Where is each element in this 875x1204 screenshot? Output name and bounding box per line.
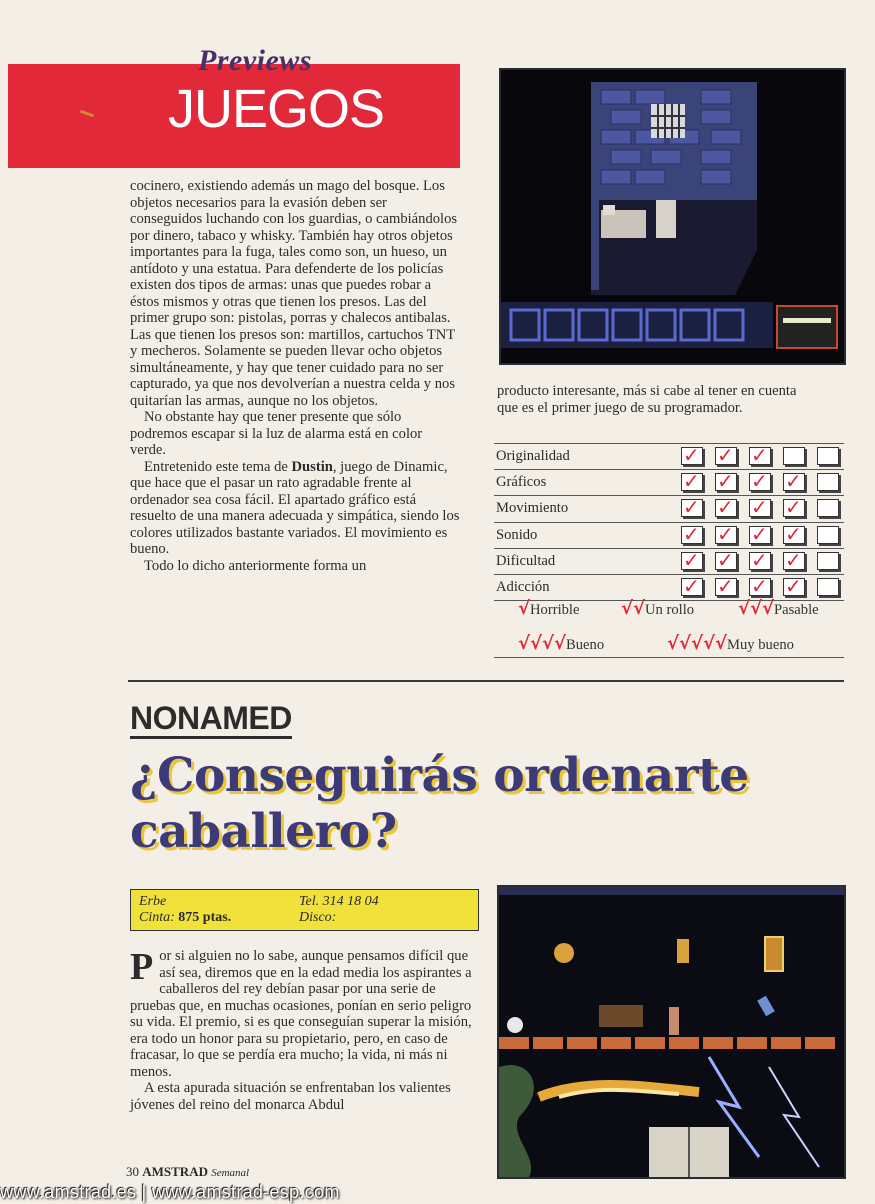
rating-label: Gráficos [496, 474, 547, 491]
rating-box-checked [715, 447, 737, 465]
rating-row [494, 522, 844, 548]
legend-pasable: √√√Pasable [738, 598, 819, 619]
rating-box-empty [817, 552, 839, 570]
game-screenshot-nonamed [497, 885, 846, 1179]
legend-un-rollo: √√Un rollo [621, 598, 695, 619]
previews-label: Previews [198, 44, 312, 77]
article-divider [128, 680, 844, 682]
rating-table [494, 443, 844, 601]
rating-boxes [681, 499, 839, 517]
rating-label: Movimiento [496, 500, 569, 517]
rating-box-checked [681, 447, 703, 465]
dropcap: P [130, 946, 154, 988]
article2-paragraph: Por si alguien no lo sabe, aunque pensamos difícil que así sea, diremos que en la edad media los aspirantes a caballeros del rey debían pasar por una serie de pruebas que, en muchas ocasiones, ponían en serio peligro su vida. El premio, si es que conseguían superar la misión, era todo un honor para su propietario, pero, en caso de fracasar, lo que se perdía era mucho; la vida, ni más ni menos. [130, 946, 472, 1080]
rating-box-checked [749, 499, 771, 517]
rating-box-checked [749, 473, 771, 491]
article1-continuation: producto interesante, más si cabe al tener en cuenta que es el primer juego de su programador. [497, 383, 797, 416]
watermark: www.amstrad.es | www.amstrad-esp.com [0, 1182, 340, 1202]
game-screenshot-dustin [499, 68, 846, 365]
article1-body [130, 178, 460, 574]
disco-price: Disco: [299, 910, 337, 925]
rating-boxes [681, 473, 839, 491]
rating-box-checked [715, 526, 737, 544]
rating-box-checked [715, 552, 737, 570]
rating-box-checked [715, 499, 737, 517]
magazine-subtitle: Semanal [211, 1167, 250, 1179]
rating-boxes [681, 578, 839, 596]
page-number: 30 [126, 1164, 139, 1179]
rating-box-empty [817, 578, 839, 596]
rating-box-checked [681, 473, 703, 491]
rating-box-checked [783, 526, 805, 544]
rating-box-checked [715, 578, 737, 596]
article2-headline: ¿Conseguirás ordenarte caballero? [130, 748, 749, 859]
rating-box-empty [783, 447, 805, 465]
rating-label: Originalidad [496, 448, 570, 464]
magazine-name: AMSTRAD [142, 1164, 208, 1179]
rating-box-empty [817, 447, 839, 465]
rating-box-checked [749, 578, 771, 596]
rating-row [494, 469, 844, 495]
article2-paragraph: A esta apurada situación se enfrentaban los valientes jóvenes del reino del monarca Abdul [130, 1080, 451, 1113]
game-info-box [130, 889, 479, 931]
rating-label: Adicción [496, 578, 550, 595]
rating-box-checked [749, 552, 771, 570]
rating-boxes [681, 526, 839, 544]
legend-bueno: √√√√Bueno [518, 633, 605, 654]
rating-box-checked [681, 499, 703, 517]
rating-row [494, 548, 844, 574]
article1-paragraph: Entretenido este tema de Dustin, juego de Dinamic, que hace que el pasar un rato agradable frente al ordenador sea cosa fácil. El apartado gráfico está resuelto de una manera adecuada y simpática, siendo los colores utilizados bastante variados. El movimiento es bueno. [130, 458, 460, 557]
article2-body [130, 948, 472, 1113]
legend-horrible: √Horrible [518, 598, 580, 619]
rating-row [494, 495, 844, 521]
rating-box-checked [783, 499, 805, 517]
rating-box-empty [817, 473, 839, 491]
section-title: JUEGOS [168, 79, 385, 139]
legend-muy-bueno: √√√√√Muy bueno [667, 633, 794, 654]
rating-row [494, 443, 844, 469]
cinta-price: Cinta: 875 ptas. [139, 910, 232, 925]
rating-label: Dificultad [496, 552, 556, 569]
telephone: Tel. 314 18 04 [299, 894, 379, 909]
rating-box-checked [715, 473, 737, 491]
rating-box-checked [681, 578, 703, 596]
article1-paragraph: Todo lo dicho anteriormente forma un [144, 557, 367, 574]
rating-boxes [681, 447, 839, 465]
page-footer [126, 1164, 249, 1180]
article1-paragraph: No obstante hay que tener presente que sólo podremos escapar si la luz de alarma está en color verde. [130, 409, 423, 458]
rating-box-checked [681, 552, 703, 570]
rating-box-empty [817, 499, 839, 517]
rating-label: Sonido [496, 526, 538, 543]
rating-box-checked [783, 578, 805, 596]
article1-paragraph: cocinero, existiendo además un mago del bosque. Los objetos necesarios para la evasión deben ser conseguidos luchando con los guardias, o cambiándolos por dinero, tabaco y whisky. También hay otros objetos importantes para la fuga, tales como son, un hueso, un antídoto y una estatua. Para defenderte de los policías existen dos tipos de armas: unas que puedes robar a éstos mismos y otras que tienen los presos. Las del primer grupo son: pistolas, porras y chalecos antibalas. Las que tienen los presos son: martillos, cartuchos TNT y mecheros. Solamente se pueden llevar ocho objetos simultáneamente, y hay que tener cuidado para no ser capturado, ya que nos devolverían a nuestra celda y nos quitarían las armas, aunque no los objetos. [130, 178, 458, 409]
article2-kicker: NONAMED [130, 700, 292, 739]
rating-box-checked [749, 526, 771, 544]
rating-box-empty [817, 526, 839, 544]
game-name: Dustin [291, 458, 333, 475]
rating-box-checked [749, 447, 771, 465]
rating-box-checked [783, 552, 805, 570]
rating-boxes [681, 552, 839, 570]
rating-box-checked [681, 526, 703, 544]
rating-box-checked [783, 473, 805, 491]
publisher: Erbe [139, 894, 167, 909]
legend-divider [494, 657, 844, 658]
